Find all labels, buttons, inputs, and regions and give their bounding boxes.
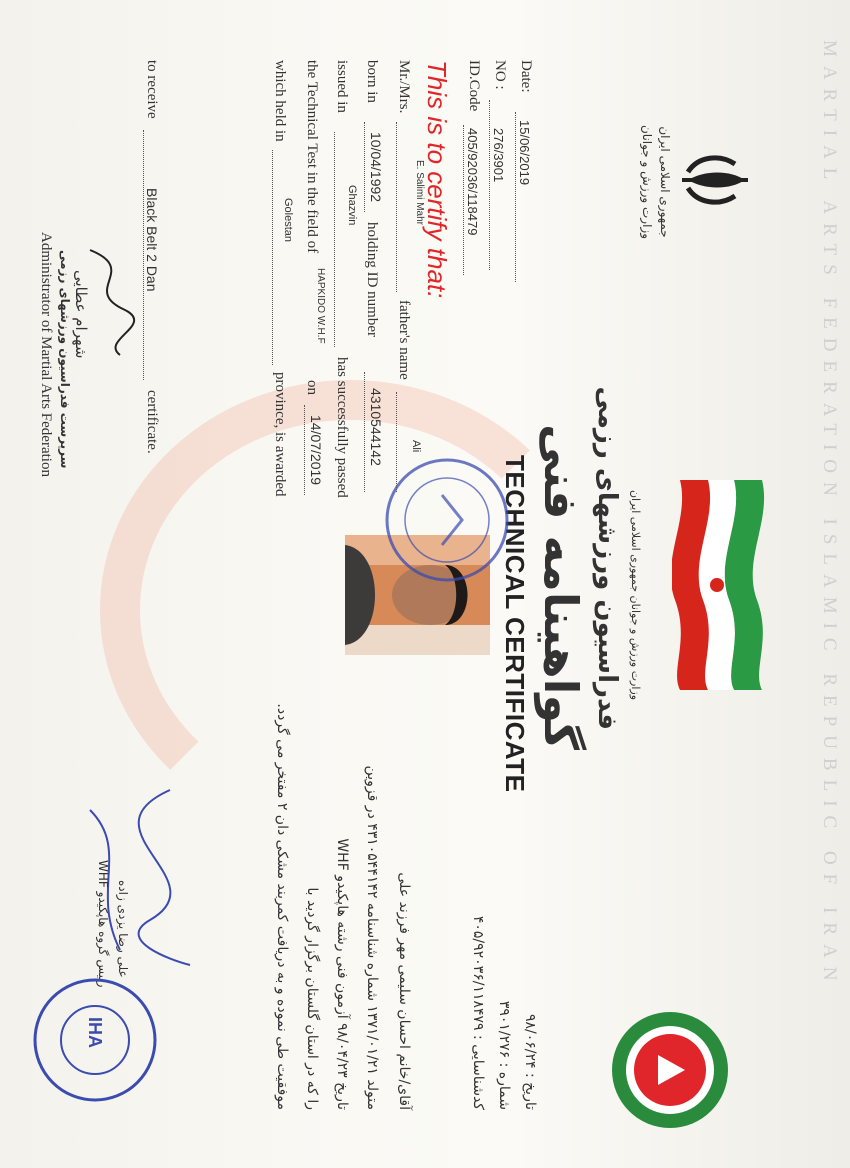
group-head-title: رییس گروه هاپکیدو WHF xyxy=(96,860,110,988)
father-dots xyxy=(396,392,397,492)
father-name: Ali xyxy=(410,440,422,453)
father-label: father's name xyxy=(396,300,412,380)
born-label: born in xyxy=(364,60,380,103)
certificate-label: certificate. xyxy=(144,390,160,454)
side-band-text: MARTIAL ARTS FEDERATION ISLAMIC REPUBLIC OF IRAN xyxy=(819,40,840,990)
issued-dots xyxy=(334,132,335,347)
hapkido-mark: IHA xyxy=(85,1017,105,1048)
iran-flag xyxy=(672,480,772,690)
date-value: 15/06/2019 xyxy=(517,120,532,186)
no-dots xyxy=(489,100,490,270)
no-value: 276/3901 xyxy=(491,128,506,183)
receive-label: to receive xyxy=(144,60,160,119)
passed-label: has successfully passed xyxy=(334,357,350,498)
federation-logo xyxy=(610,1010,730,1130)
id-number-dots xyxy=(364,372,365,492)
fa-line-1: آقای/خانم احسان سلیمی مهر فرزند علی xyxy=(396,872,412,1110)
header-certificate-fa: گواهینامه فنی xyxy=(534,424,588,750)
ministry-emblem xyxy=(680,150,750,210)
iran-emblem-icon xyxy=(680,150,750,210)
fa-line-5: موفقیت طی نموده و به دریافت کمربند مشکی دان ۲ مفتخر می گردد. xyxy=(274,703,290,1110)
on-date-dots xyxy=(304,405,305,495)
province-label: province, is awarded xyxy=(272,372,288,497)
issued-label: issued in xyxy=(334,60,350,113)
stamp-icon xyxy=(382,455,512,585)
group-head-signature xyxy=(70,770,210,970)
holding-label: holding ID number xyxy=(364,222,380,337)
admin-title: Administrator of Martial Arts Federation xyxy=(38,232,54,477)
blue-signature-icon xyxy=(70,770,210,970)
date-dots xyxy=(515,112,516,282)
award-value: Black Belt 2 Dan xyxy=(144,188,160,292)
header-ministry-small: وزارت ورزش و جوانان جمهوری اسلامی ایران xyxy=(629,489,642,701)
held-value: Golestan xyxy=(282,198,294,243)
fa-line-4: را که در استان گلستان برگزار گردید با xyxy=(304,887,320,1110)
field-label: the Technical Test in the field of xyxy=(304,60,320,254)
side-band xyxy=(802,0,850,1168)
held-dots xyxy=(272,150,273,365)
fa-no: شماره : ۳۹۰۱/۲۷۶ xyxy=(496,1000,512,1110)
born-value: 10/04/1992 xyxy=(368,132,384,203)
federation-logo-icon xyxy=(610,1010,730,1130)
ministry-line1: جمهوری اسلامی ایران xyxy=(658,126,672,238)
issued-value: Ghazvin xyxy=(346,185,358,226)
mr-label: Mr./Mrs. xyxy=(396,60,412,114)
on-date: 14/07/2019 xyxy=(308,415,324,486)
born-dots xyxy=(364,122,365,212)
no-label: NO : xyxy=(492,60,508,90)
sig-title-fa: سرپرست فدراسیون ورزشهای رزمی xyxy=(58,250,72,469)
holder-name: E. Salimi Mahr xyxy=(414,160,425,226)
federation-stamp xyxy=(382,455,512,585)
name-dots xyxy=(396,122,397,292)
id-code-label: ID.Code xyxy=(466,60,482,112)
fa-line-3: تاریخ ۹۸/۰۴/۲۳ آزمون فنی رشته هاپکیدو WHF xyxy=(334,838,350,1110)
id-code-value: 405/92036/118479 xyxy=(465,128,480,236)
hapkido-seal xyxy=(30,975,160,1105)
fa-date: تاریخ : ۹۸/۰۶/۲۴ xyxy=(522,1013,538,1110)
on-label: on xyxy=(304,380,320,395)
held-label: which held in xyxy=(272,60,288,142)
sig-name-fa: شهرام عطایی xyxy=(72,270,90,359)
ministry-line2: وزارت ورزش و جوانان xyxy=(640,124,654,240)
group-head-name: علی رضا یزدی زاده xyxy=(116,880,130,978)
iran-flag-icon xyxy=(672,480,772,690)
certify-heading: This is to certify that: xyxy=(422,60,452,299)
id-number: 4310544142 xyxy=(368,388,384,466)
date-label: Date: xyxy=(518,60,534,93)
fa-line-2: متولد ۱۳۷۱/۰۱/۲۱ شماره شناسنامه ۴۳۱۰۵۴۴۱۴۲ در قزوین xyxy=(364,765,380,1110)
fa-id: کدشناسایی : ۴۰۵/۹۲۰۳۶/۱۱۸۴۷۹ xyxy=(470,915,486,1110)
id-code-dots xyxy=(463,125,464,275)
field-value: HAPKIDO W.H.F xyxy=(315,268,326,344)
header-certificate-en: TECHNICAL CERTIFICATE xyxy=(500,455,530,793)
header-federation: فدراسیون ورزشهای رزمی xyxy=(592,386,622,730)
